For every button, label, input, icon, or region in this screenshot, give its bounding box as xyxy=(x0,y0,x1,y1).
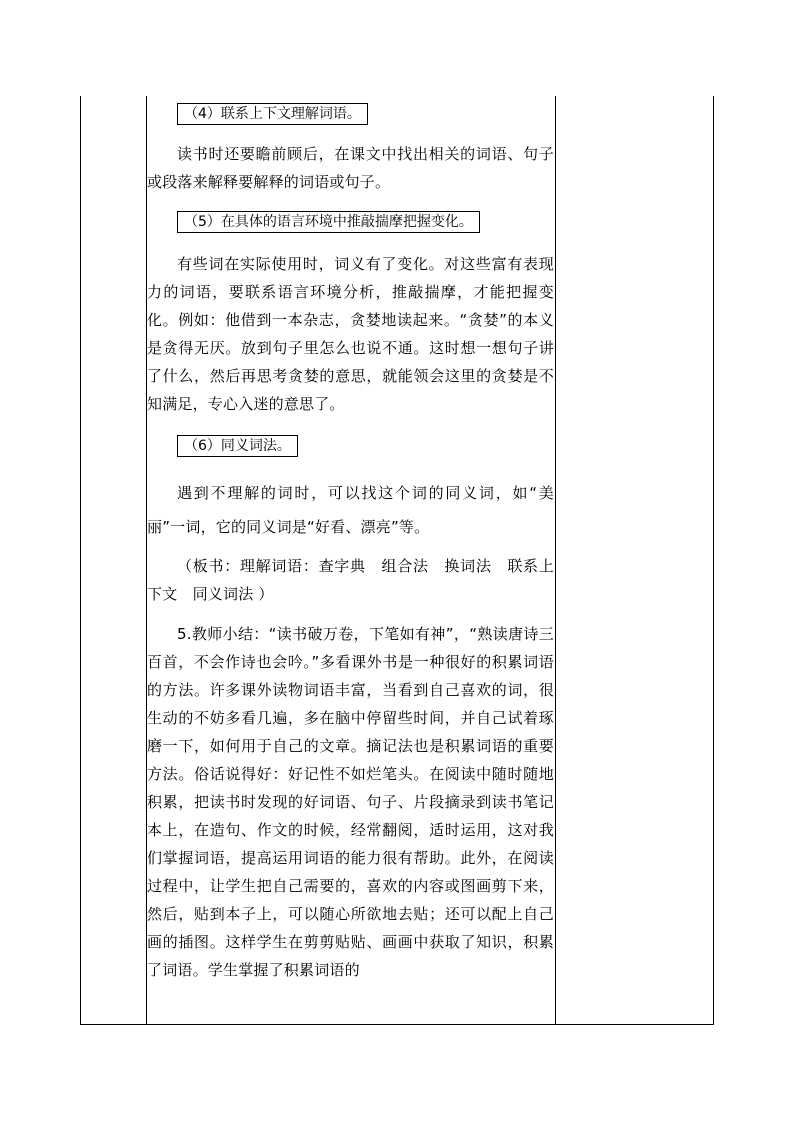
board-note: （板书：理解词语：查字典 组合法 换词法 联系上下文 同义词法 ） xyxy=(147,557,554,603)
table-border-right xyxy=(713,96,714,1025)
section-heading-5: （5）在具体的语言环境中推敲揣摩把握变化。 xyxy=(177,211,480,233)
table-border-col2 xyxy=(555,96,556,1025)
section-paragraph-4: 读书时还要瞻前顾后，在课文中找出相关的词语、句子或段落来解释要解释的词语或句子。 xyxy=(147,145,554,191)
table-border-bottom xyxy=(80,1024,714,1025)
section-heading-4: （4）联系上下文理解词语。 xyxy=(177,103,368,125)
teacher-summary: 5.教师小结：“读书破万卷，下笔如有神”，“熟读唐诗三百首，不会作诗也会吟。”多看课外书是一种很好的积累词语的方法。许多课外读物词语丰富，当看到自己喜欢的词，很生动的不妨多看几遍，多在脑中停留些时间，并自己试着琢磨一下，如何用于自己的文章。摘记法也是积累词语的重要方法。俗话说得好：好记性不如烂笔头。在阅读中随时随地积累，把读书时发现的好词语、句子、片段摘录到读书笔记本上，在造句、作文的时候，经常翻阅，适时运用，这对我们掌握词语，提高运用词语的能力很有帮助。此外，在阅读过程中，让学生把自己需要的，喜欢的内容或图画剪下来，然后，贴到本子上，可以随心所欲地去贴；还可以配上自己画的插图。这样学生在剪剪贴贴、画画中获取了知识，积累了词语。学生掌握了积累词语的 xyxy=(147,625,554,979)
section-paragraph-5: 有些词在实际使用时，词义有了变化。对这些富有表现力的词语，要联系语言环境分析，推敲揣摩，才能把握变化。例如：他借到一本杂志，贪婪地读起来。“贪婪”的本义是贪得无厌。放到句子里怎么也说不通。这时想一想句子讲了什么，然后再思考贪婪的意思，就能领会这里的贪婪是不知满足，专心入迷的意思了。 xyxy=(147,255,554,413)
section-heading-6: （6）同义词法。 xyxy=(177,435,298,457)
section-paragraph-6: 遇到不理解的词时，可以找这个词的同义词，如“美丽”一词，它的同义词是“好看、漂亮”等。 xyxy=(147,484,554,536)
lesson-content xyxy=(147,96,554,984)
table-border-left xyxy=(80,96,81,1025)
